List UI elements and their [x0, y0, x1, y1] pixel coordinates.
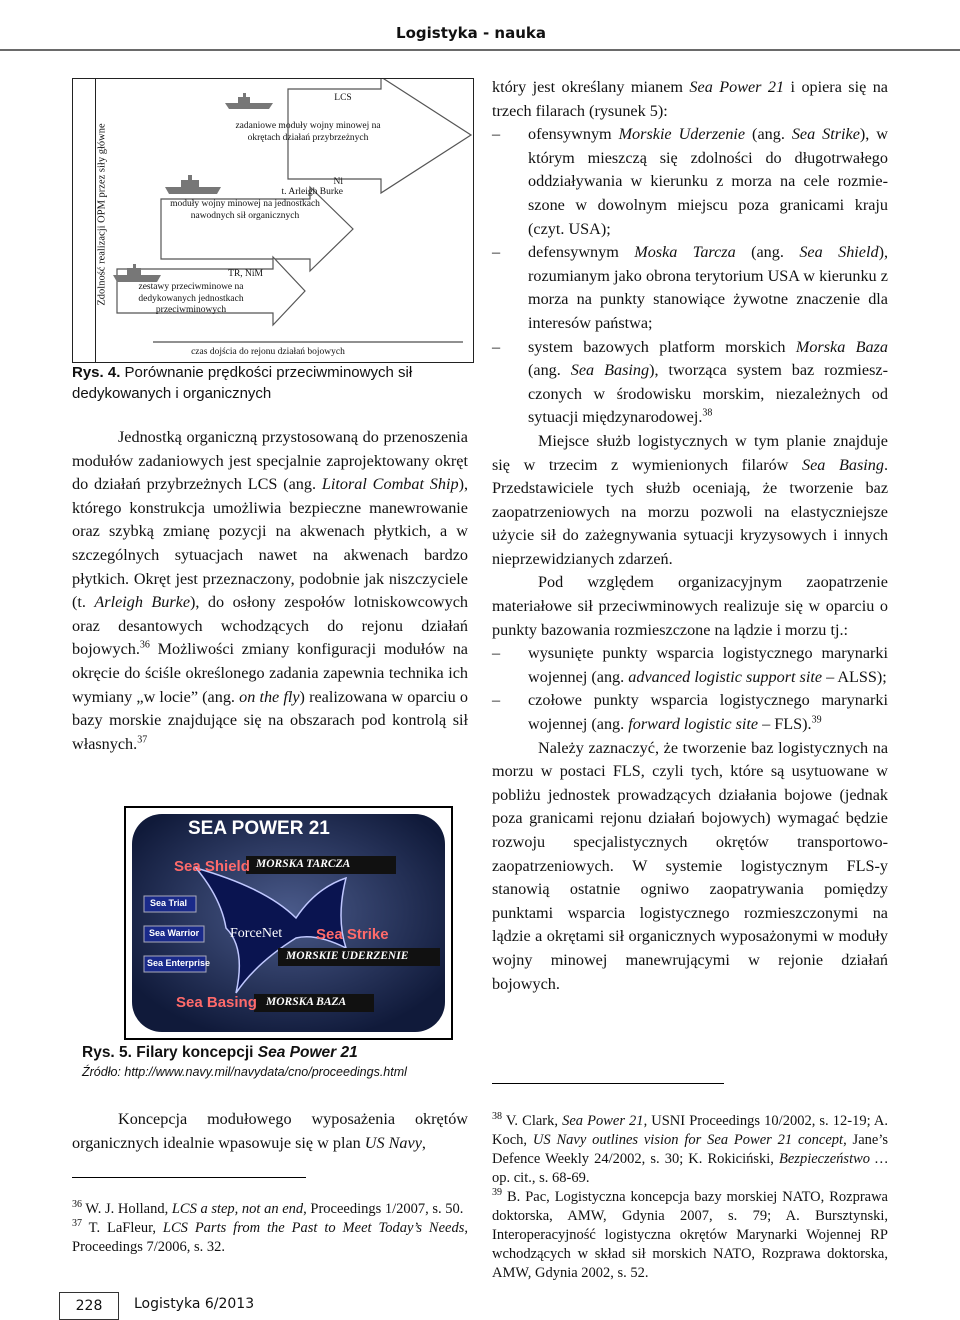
text-run-italic: Sea Basing — [802, 455, 884, 474]
text-run: system bazowych platform morskich — [528, 337, 796, 356]
text-run: (ang. — [528, 361, 571, 380]
text-run: który jest określany mianem — [492, 78, 690, 96]
footnote-ref: 39 — [811, 714, 822, 726]
pillar-item-basing — [492, 336, 888, 430]
logistics-points-list — [492, 642, 888, 736]
text-run: ), rozumianym jako obrona terytorium USA w kierunku z morza na punkty stanowiące żywotne znaczenie dla interesów państwa; — [528, 243, 889, 332]
text-run: Możliwości zmiany konfiguracji modułów na okręcie do ściśle określonego zadania zapewnia technika ich wymiany „w locie” (ang. — [72, 640, 468, 706]
footnote-ref: 37 — [137, 734, 148, 746]
text-run-italic: Morskie Uderzenie — [618, 125, 746, 144]
header-rule — [0, 49, 960, 51]
text-run: , Jane’s Defence Weekly 24/2002, s. 30; K. Rokiciński, — [492, 1132, 888, 1167]
text-run: W. J. Holland, — [82, 1201, 172, 1217]
figure-5-source: Źródło: http://www.navy.mil/navydata/cno/proceedings.html — [82, 1065, 407, 1079]
text-run-italic: US Navy — [364, 1133, 422, 1152]
text-run: – FLS). — [758, 715, 812, 734]
text-run-italic: Bezpieczeństwo … — [779, 1151, 888, 1167]
text-run: Jednostką organiczną przystosowaną do przenoszenia modułów zadaniowych jest specjalnie zaprojektowany okręt do działań przybrzeżnych LCS (ang. — [72, 428, 468, 494]
footnote-number: 36 — [72, 1199, 82, 1211]
right-column — [492, 76, 888, 996]
text-run-italic: Morska Baza — [795, 337, 888, 356]
text-run-italic: Sea Basing — [570, 361, 650, 380]
text-run: (ang. — [735, 243, 800, 262]
footnote-rule-left — [72, 1177, 306, 1178]
footnote-ref: 38 — [702, 407, 713, 419]
figure-4-caption — [72, 362, 472, 404]
sea-basing-label: Sea Basing — [176, 994, 257, 1011]
time-axis-label: czas dojścia do rejonu działań bojowych — [191, 347, 345, 357]
lcs-note: zadaniowe moduły wojny minowej na okrętach działań przybrzeżnych — [235, 121, 381, 143]
text-run: defensywnym — [528, 243, 635, 262]
text-run-italic: Sea Strike — [791, 125, 860, 144]
text-run-italic: on the fly — [239, 687, 300, 706]
left-bottom-paragraph — [72, 1108, 468, 1155]
sea-strike-label: Sea Strike — [316, 926, 389, 943]
text-run: ALSS); — [834, 667, 887, 686]
sea-trial-label: Sea Trial — [150, 898, 188, 908]
footnote-number: 37 — [72, 1218, 82, 1230]
arleigh-burke-label: t. Arleigh Burke — [281, 187, 343, 197]
text-run: op. cit., s. 68-69. — [492, 1170, 590, 1186]
text-run: V. Clark, — [502, 1113, 563, 1129]
text-run-italic: Moska Tarcza — [634, 243, 736, 262]
footnote-37 — [72, 1219, 468, 1257]
forcenet-label: ForceNet — [230, 926, 283, 941]
figure-4-y-axis-label: Zdolność realizacji OPM przez siły główne — [96, 123, 108, 306]
text-run: ), w którym mieszczą się zdolności do długotrwałego oddziaływania w kierunku z morza na cele rozmieszone w dowolnym miejscu poza granicami kraju (czyt. USA); — [528, 125, 888, 238]
ship-lcs-icon — [225, 93, 273, 109]
text-run: B. Pac, Logistyczna koncepcja bazy morskiej NATO, Rozprawa doktorska, AMW, Gdynia 2007, s. 79; A. Bursztynski, Interoperacyjność logistyczna okrętów Marynarki Wojennej RP wchodzących w skład sił morskich NATO, Rozprawa doktorska, AMW, Gdynia 2002, s. 52. — [492, 1189, 888, 1281]
pillars-list — [492, 123, 888, 430]
footnotes-left — [72, 1200, 468, 1257]
text-run: ), którego konstrukcja umożliwia bezpieczne manewrowanie oraz szybką zmianę pozycji na akwenach płytkich, a w szczególnych sytuacjach nawet na akwenach bardzo płytkich. Okręt jest przeznaczony, podobnie jak niszczyciele (t. — [72, 475, 468, 612]
sea-warrior-label: Sea Warrior — [149, 928, 200, 938]
figure-4-caption-text: Porównanie prędkości przeciwminowych sił dedykowanych i organicznych — [72, 364, 413, 402]
footnote-ref: 36 — [139, 639, 150, 651]
figure-4-caption-number: Rys. 4. — [72, 364, 121, 381]
footnote-39 — [492, 1188, 888, 1283]
text-run-italic: LCS Parts from the Past to Meet Today’s Needs — [162, 1220, 465, 1236]
text-run-italic: advanced logistic support site – — [628, 667, 835, 686]
text-run: i opiera się na trzech filarach (rysunek 5): — [492, 78, 888, 120]
sea-power-title: SEA POWER 21 — [188, 818, 330, 839]
left-column-paragraph — [72, 426, 468, 756]
text-run: ) realizowana w oparciu o bazy morskie znajdujące się na obszarach pod kontrolą sił własnych. — [72, 687, 468, 753]
text-run-italic: Sea Shield — [799, 243, 879, 262]
footnote-38 — [492, 1112, 888, 1188]
text-run-italic: Sea Power 21 — [689, 78, 785, 96]
tr-nim-label: TR, NiM — [228, 269, 263, 279]
footnote-36 — [72, 1200, 468, 1219]
sea-enterprise-label: Sea Enterprise — [147, 958, 211, 968]
logistics-item-fls — [492, 689, 888, 736]
text-run: ofensywnym — [528, 125, 619, 144]
ni-label: Ni — [333, 177, 343, 187]
figure-4-diagram — [72, 78, 474, 363]
footnote-rule-right — [492, 1083, 724, 1084]
journal-header: Logistyka - nauka — [396, 24, 546, 42]
footer-issue: Logistyka 6/2013 — [134, 1296, 255, 1312]
dedicated-note: zestawy przeciwminowe na dedykowanych jednostkach przeciwminowych — [138, 282, 244, 315]
text-run: T. LaFleur, — [82, 1220, 163, 1236]
paragraph: Należy zaznaczyć, że tworzenie baz logistycznych na morzu w postaci FLS, czyli tych, które są usytuowane w pobliżu jednostek prowadzących działania bojowe (jednak poza granicami rejonu działań bojowych) wymagać będzie rozwoju specjalistycznych okrętów transportowo-zaopatrzeniowych. W systemie logistycznym FLS-y stanowią ostatnie ogniwo zaopatrywania pomiędzy punktami wsparcia logistycznego rozmieszczonymi na lądzie a okrętami sił organicznych wyposażonymi w moduły wojny minowej manewrującymi w rejonie działań bojowych. — [492, 738, 888, 993]
pillar-item-shield — [492, 241, 888, 335]
text-run-italic: forward logistic site — [628, 715, 759, 734]
text-run: Koncepcja modułowego wyposażenia okrętów organicznych idealnie wpasowuje się w plan — [72, 1110, 468, 1152]
text-run: Miejsce służb logistycznych w tym planie znajduje się w trzecim z wymienionych filarów — [492, 431, 888, 474]
figure-5-caption-text: Filary koncepcji — [136, 1044, 258, 1061]
text-run: ), do osłony zespołów lotniskowcowych oraz desantowych wchodzących do rejonu działań bojowych. — [72, 593, 468, 659]
organic-note: moduły wojny minowej na jednostkach nawodnych sił organicznych — [170, 199, 320, 221]
text-run: (ang. — [745, 125, 792, 144]
morska-baza-label: MORSKA BAZA — [266, 996, 347, 1008]
text-run: . Przedstawiciele tych służb oceniają, że tworzenie baz zaopatrzeniowych na morzu pozwoli na elastyczniejsze użycie sił do zażegnywania sytuacji kryzysowych i innych nieprzewidzianych zdarzeń. — [492, 455, 888, 568]
logistics-item-alss — [492, 642, 888, 689]
text-run-italic: US Navy outlines vision for Sea Power 21 concept — [532, 1132, 844, 1148]
morska-tarcza-label: MORSKA TARCZA — [256, 858, 351, 870]
text-run-italic: Sea Power 21 — [562, 1113, 644, 1129]
text-run-italic: Arleigh Burke — [94, 593, 191, 612]
sea-shield-label: Sea Shield — [174, 858, 250, 875]
lcs-label: LCS — [334, 93, 352, 103]
text-run: , Proceedings 7/2006, s. 32. — [72, 1220, 468, 1255]
ship-destroyer-icon — [165, 175, 221, 194]
figure-5-caption-number: Rys. 5. — [82, 1044, 132, 1061]
figure-5-caption-italic: Sea Power 21 — [257, 1044, 358, 1061]
text-run-italic: LCS a step, not an end — [171, 1201, 304, 1217]
text-run: , USNI Proceedings 10/2002, s. 12-19; A. Koch, — [492, 1113, 888, 1148]
figure-5-sea-power-diagram — [124, 806, 453, 1040]
text-run: , — [421, 1133, 426, 1152]
text-run: , Proceedings 1/2007, s. 50. — [303, 1201, 464, 1217]
footnote-number: 38 — [492, 1111, 502, 1123]
footnotes-right — [492, 1112, 888, 1283]
text-run: czołowe punkty wsparcia logistycznego marynarki wojennej (ang. — [528, 691, 888, 734]
paragraph: Pod względem organizacyjnym zaopatrzenie materiałowe sił przeciwminowych realizuje się w oparciu o punkty bazowania rozmieszczone na lądzie i morzu tj.: — [492, 573, 888, 639]
footnote-number: 39 — [492, 1187, 502, 1199]
text-run-italic: Litoral Combat Ship — [321, 475, 459, 494]
text-run: wysunięte punkty wsparcia logistycznego marynarki wojennej (ang. — [528, 644, 888, 686]
text-run: ), tworząca system baz rozmieszczonych w środowisku morskim, niezależnych od sytuacji międzynarodowej. — [528, 361, 888, 427]
page-number: 228 — [59, 1292, 119, 1320]
figure-5-caption — [82, 1042, 472, 1063]
pillar-item-strike — [492, 123, 888, 241]
morskie-uderzenie-label: MORSKIE UDERZENIE — [286, 950, 409, 962]
